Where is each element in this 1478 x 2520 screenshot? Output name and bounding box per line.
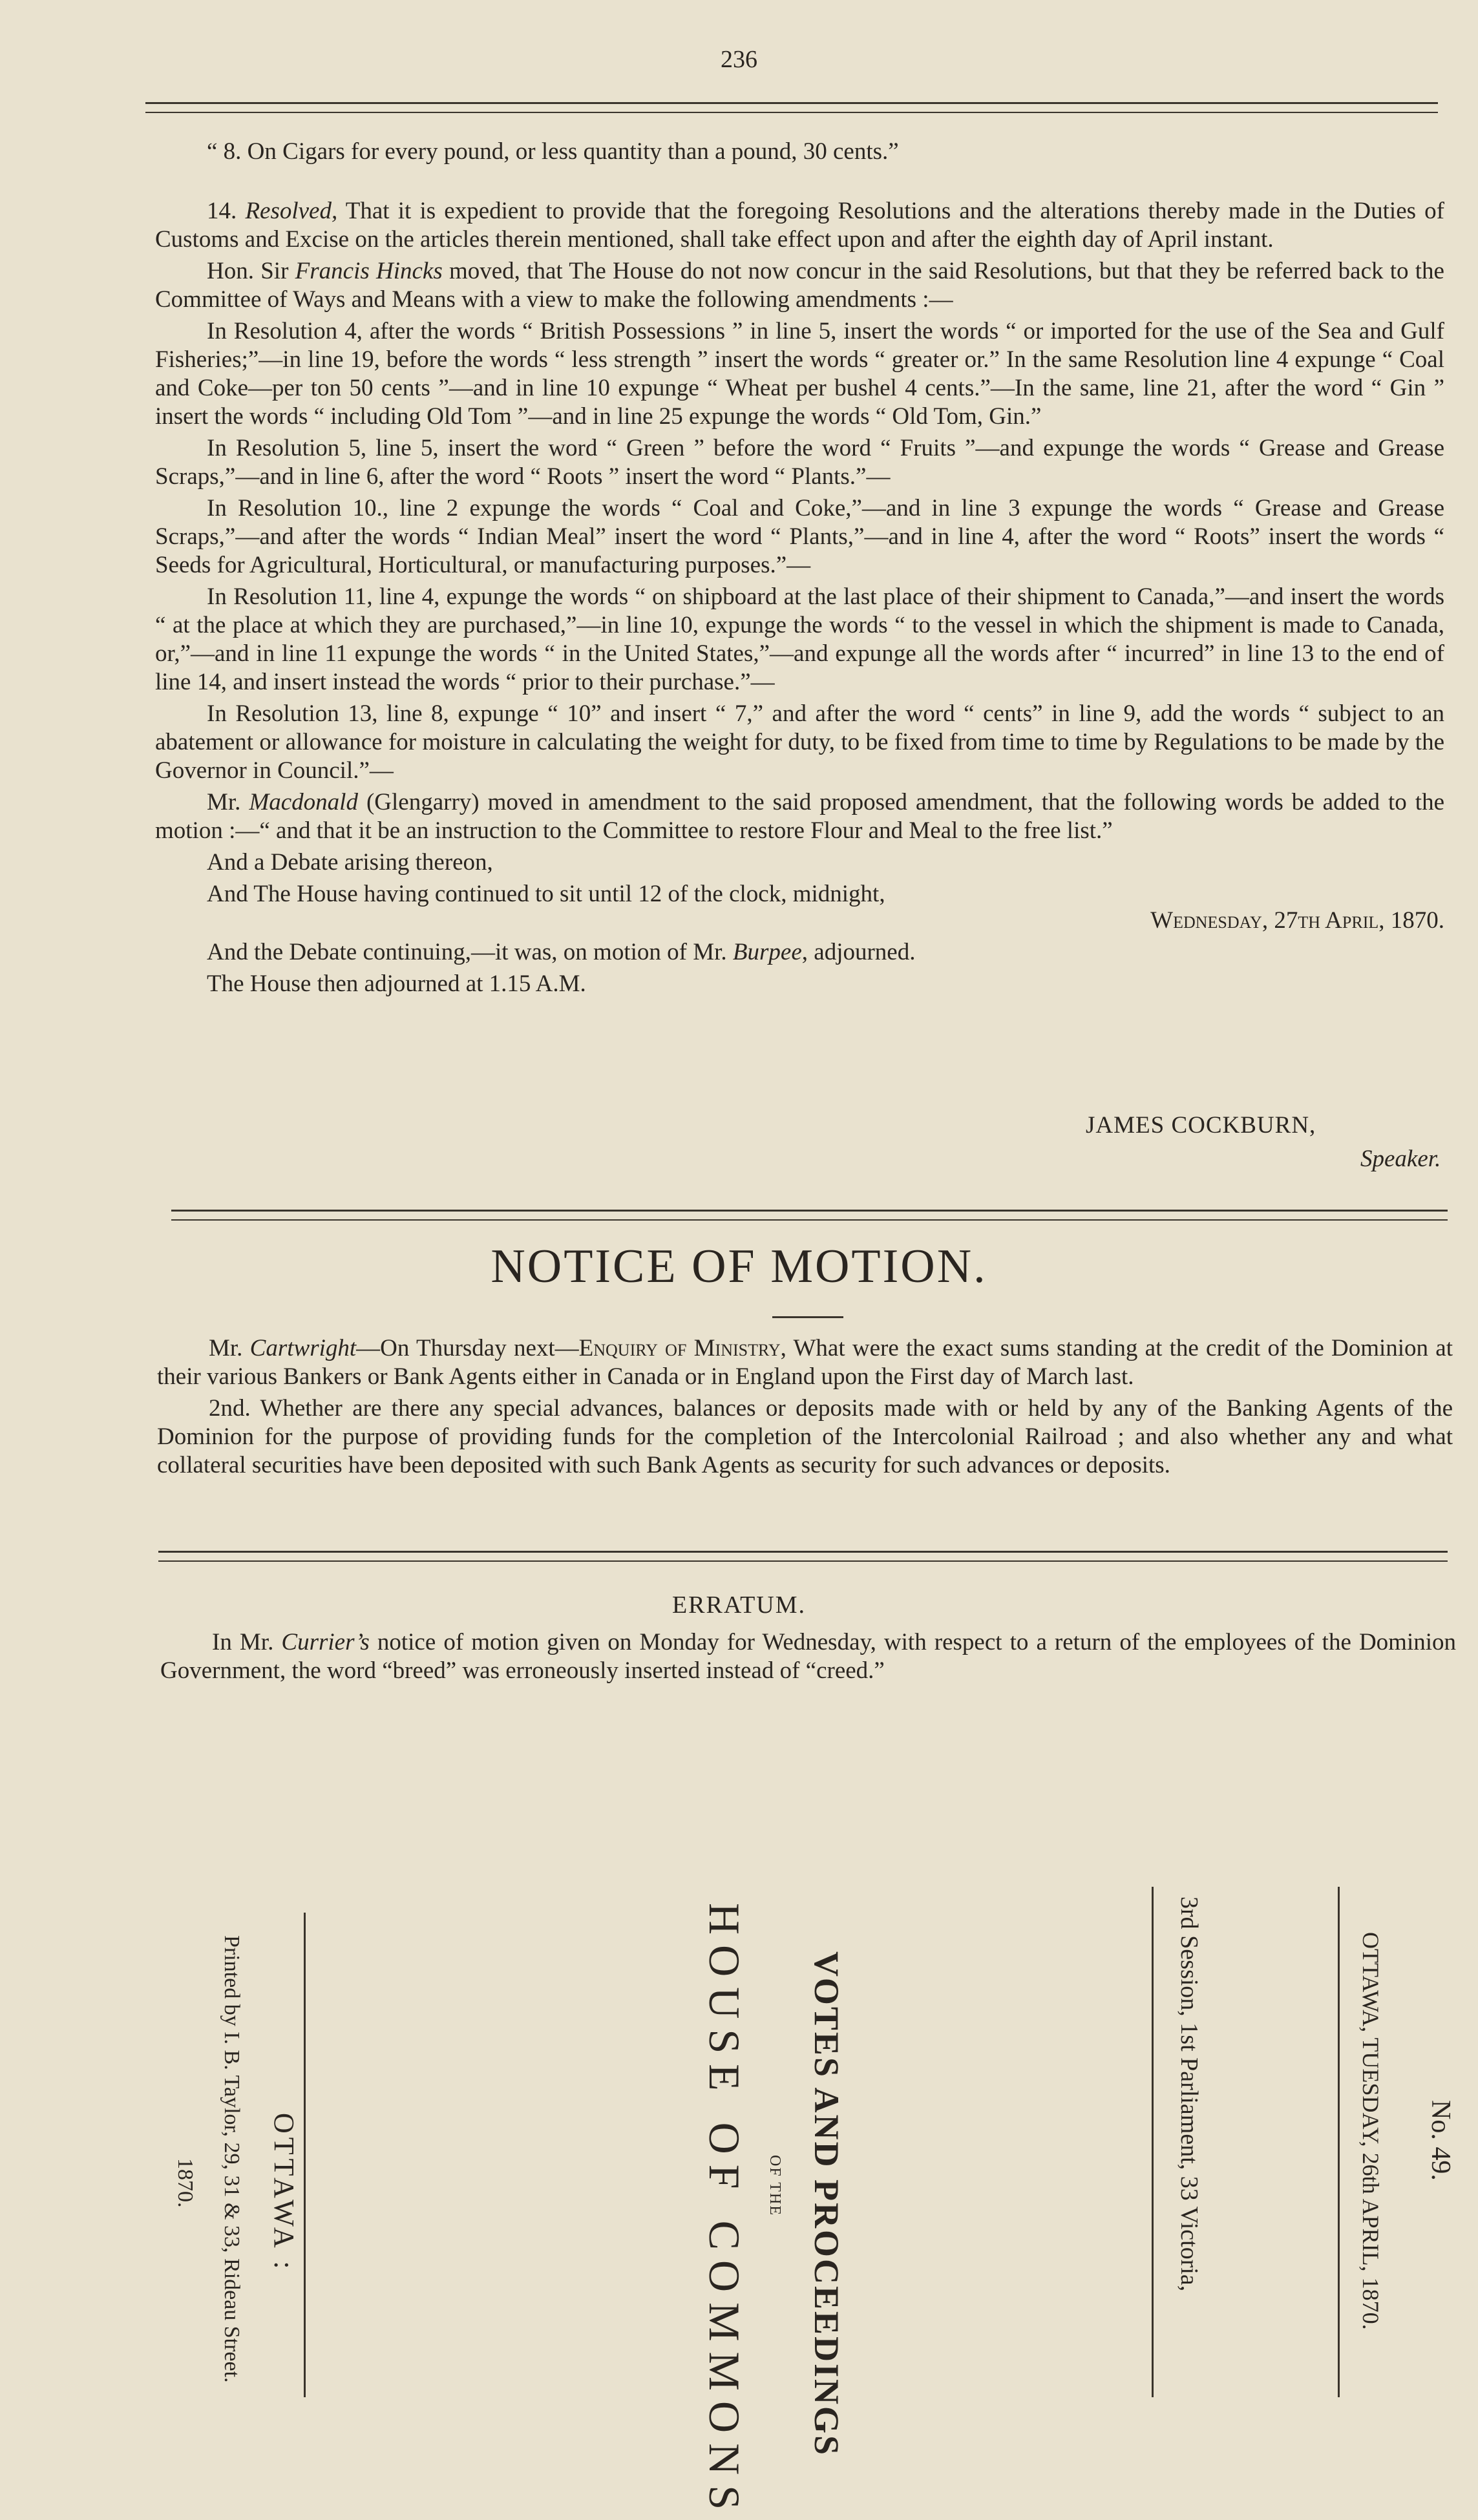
notice-heading: NOTICE OF MOTION. <box>491 1240 987 1293</box>
adjourned-line: The House then adjourned at 1.15 A.M. <box>207 971 586 997</box>
debate-line-2: And The House having continued to sit until 12 of the clock, midnight, <box>207 881 885 907</box>
cover-title-1: VOTES AND PROCEEDINGS <box>807 1951 846 2457</box>
amendment-resolution-11: In Resolution 11, line 4, expunge the words “ on shipboard at the last place of their shipment to Canada,”—and insert the words “ at the place at which they are purchased,”—in line 10, expunge the words “ to the vessel in which the shipment is made to Canada, or,”—and in line 11 expunge the words “ in the United States,”—and expunge all the words after “ incurred” in line 13 to the end of line 14, and insert instead the words “ prior to their purchase.”— <box>155 583 1444 695</box>
debate-line-1: And a Debate arising thereon, <box>207 849 493 876</box>
cover-rule-1 <box>1338 1887 1340 2397</box>
erratum-body: notice of motion given on Monday for Wednesday, with respect to a return of the employees of the Dominion Government, the word “breed” was erroneously inserted instead of “creed.” <box>160 1629 1457 1684</box>
debate-line-3-text: And the Debate continuing,—it was, on motion of Mr. <box>207 939 733 965</box>
speaker-title-text: Speaker. <box>1360 1146 1441 1172</box>
cover-rule-3 <box>304 1913 306 2397</box>
cover-of-the: OF THE <box>766 2155 783 2216</box>
hincks-text: moved, that The House do not now concur in the said Resolutions, but that they be referred back to the Committee of Ways and Means with a view to make the following amendments :— <box>155 258 1444 313</box>
speaker-title <box>1360 1145 1441 1173</box>
macdonald-text: (Glengarry) moved in amendment to the said proposed amendment, that the following words be added to the motion :—“ and that it be an instruction to the Committee to restore Flour and Meal to the free list.” <box>155 789 1444 844</box>
notice-first <box>157 1334 1453 1391</box>
speaker-name: JAMES COCKBURN, <box>1086 1112 1316 1139</box>
erratum-section <box>160 1628 1456 1688</box>
erratum-text <box>160 1628 1456 1685</box>
cover-session: 3rd Session, 1st Parliament, 33 Victoria, <box>1176 1896 1203 2292</box>
macdonald-name: Macdonald <box>249 789 358 815</box>
cover-year: 1870. <box>173 2158 197 2208</box>
cover-printer-text: Printed by I. B. Taylor, 29, 31 & 33, Rideau Street. <box>220 1935 244 2383</box>
resolution-14-number: 14. <box>207 198 237 224</box>
cover-title-2: HOUSE OF COMMONS <box>700 1903 749 2520</box>
page-number: 236 <box>721 46 757 73</box>
notice-second: 2nd. Whether are there any special advances, balances or deposits made with or held by any of the Banking Agents of the Dominion for the purpose of providing funds for the completion of the Intercolonial Railroad ; and also whether any and what collateral securities have been deposited with such Bank Agents as security for such advances or deposits. <box>157 1395 1453 1478</box>
section-rule-1 <box>171 1210 1448 1221</box>
amendment-resolution-13: In Resolution 13, line 8, expunge “ 10” and insert “ 7,” and after the word “ cents” in line 9, add the words “ subject to an abatement or allowance for moisture in calculating the weight for duty, to be fixed from time to time by Regulations to be made by the Governor in Council.”— <box>155 700 1444 784</box>
hincks-prefix: Hon. Sir <box>207 258 295 284</box>
notice-dash: —On Thursday next— <box>356 1335 579 1361</box>
notice-short-rule <box>772 1316 843 1318</box>
cover-rule-2 <box>1152 1887 1154 2397</box>
erratum-prefix: In Mr. <box>212 1629 282 1655</box>
section-rule-2 <box>158 1551 1448 1562</box>
currier-name: Currier’s <box>281 1629 370 1655</box>
amendment-resolution-4: In Resolution 4, after the words “ British Possessions ” in line 5, insert the words “ or imported for the use of the Sea and Gulf Fisheries;”—in line 19, before the words “ less strength ” insert the words “ greater or.” In the same Resolution line 4 expunge “ Coal and Coke—per ton 50 cents ”—and in line 10 expunge “ Wheat per bushel 4 cents.”—In the same, line 21, after the word “ Gin ” insert the words “ including Old Tom ”—and in line 25 expunge the words “ Old Tom, Gin.” <box>155 318 1444 430</box>
hincks-motion <box>155 257 1444 314</box>
notice-text: What were the exact sums standing at the credit of the Dominion at their various Bankers or Bank Agents either in Canada or in England upon the First day of March last. <box>157 1335 1453 1390</box>
burpee-name: Burpee <box>732 939 802 965</box>
header-rule <box>145 102 1438 113</box>
macdonald-prefix: Mr. <box>207 789 249 815</box>
amendment-resolution-5: In Resolution 5, line 5, insert the word “ Green ” before the word “ Fruits ”—and expunge the words “ Grease and Grease Scraps,”—and in line 6, after the word “ Roots ” insert the word “ Plants.”— <box>155 435 1444 490</box>
macdonald-amendment <box>155 788 1444 845</box>
resolution-14-resolved: Resolved, <box>245 198 338 224</box>
enquiry-label: Enquiry of Ministry, <box>578 1335 787 1361</box>
erratum-title: ERRATUM. <box>671 1591 807 1619</box>
debate-line-3-end: , adjourned. <box>801 939 916 965</box>
cover-place: OTTAWA : <box>268 2113 300 2273</box>
proceedings-section <box>155 138 1444 1002</box>
resolution-8: “ 8. On Cigars for every pound, or less quantity than a pound, 30 cents.” <box>207 138 899 165</box>
debate-line-3 <box>155 938 1444 967</box>
cartwright-name: Cartwright <box>249 1335 357 1361</box>
amendment-resolution-10: In Resolution 10., line 2 expunge the words “ Coal and Coke,”—and in line 3 expunge the words “ Grease and Grease Scraps,”—and after the words “ Indian Meal” insert the word “ Plants,”—and in line 4, after the word “ Roots” insert the words “ Seeds for Agricultural, Horticultural, or manufacturing purposes.”— <box>155 495 1444 578</box>
hincks-name: Francis Hincks <box>295 258 443 284</box>
cover-printer <box>219 1935 244 2383</box>
cover-number: No. 49. <box>1426 2100 1455 2181</box>
date-line: Wednesday, 27th April, 1870. <box>1150 907 1444 934</box>
notice-section <box>157 1334 1453 1483</box>
resolution-14 <box>155 197 1444 254</box>
cover-date: OTTAWA, TUESDAY, 26th APRIL, 1870. <box>1358 1932 1384 2330</box>
resolution-14-text: That it is expedient to provide that the foregoing Resolutions and the alterations thereby made in the Duties of Customs and Excise on the articles therein mentioned, shall take effect upon and after the eighth day of April instant. <box>155 198 1445 253</box>
notice-prefix: Mr. <box>209 1335 250 1361</box>
